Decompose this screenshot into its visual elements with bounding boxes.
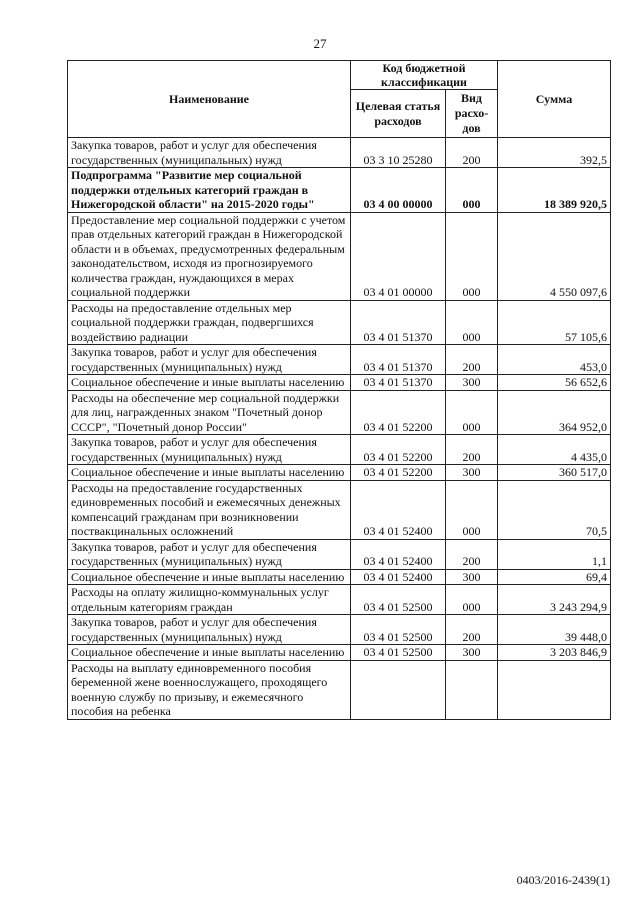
- row-target-code-cell: 03 3 10 25280: [351, 138, 446, 168]
- row-target-code-cell: 03 4 01 52200: [351, 465, 446, 481]
- row-sum-cell: 4 550 097,6: [498, 212, 611, 300]
- row-expense-type-cell: 200: [446, 615, 498, 645]
- row-sum-cell: 70,5: [498, 480, 611, 539]
- row-expense-type-cell: 200: [446, 435, 498, 465]
- table-body: [68, 138, 611, 720]
- row-expense-type-cell: 000: [446, 168, 498, 213]
- row-target-code-cell: 03 4 01 52400: [351, 480, 446, 539]
- row-sum-cell: 56 652,6: [498, 375, 611, 391]
- row-expense-type-cell: 000: [446, 390, 498, 435]
- table-row: [68, 300, 611, 345]
- row-name-cell: Расходы на оплату жилищно-коммунальных услуг отдельным категориям граждан: [68, 585, 351, 615]
- row-sum-cell: 4 435,0: [498, 435, 611, 465]
- budget-table: [67, 60, 611, 720]
- row-name-cell: Закупка товаров, работ и услуг для обеспечения государственных (муниципальных) нужд: [68, 345, 351, 375]
- row-name-cell: Закупка товаров, работ и услуг для обеспечения государственных (муниципальных) нужд: [68, 539, 351, 569]
- row-target-code-cell: 03 4 01 51370: [351, 375, 446, 391]
- row-target-code-cell: 03 4 01 52400: [351, 569, 446, 585]
- header-name: Наименование: [68, 61, 351, 138]
- row-name-cell: Предоставление мер социальной поддержки с учетом прав отдельных категорий граждан в Нижегородской области и в объемах, предусмотренных федеральным законодательством, исходя из прогнозируемого количества граждан, нуждающихся в мерах социальной поддержки: [68, 212, 351, 300]
- row-sum-cell: 3 243 294,9: [498, 585, 611, 615]
- row-expense-type-cell: 000: [446, 480, 498, 539]
- row-name-cell: Расходы на предоставление государственных единовременных пособий и ежемесячных денежных компенсаций гражданам при возникновении поствакцинальных осложнений: [68, 480, 351, 539]
- row-sum-cell: 453,0: [498, 345, 611, 375]
- row-name-cell: Социальное обеспечение и иные выплаты населению: [68, 375, 351, 391]
- table-row: [68, 660, 611, 719]
- table-row: [68, 645, 611, 661]
- row-target-code-cell: 03 4 01 52500: [351, 615, 446, 645]
- row-name-cell: Закупка товаров, работ и услуг для обеспечения государственных (муниципальных) нужд: [68, 138, 351, 168]
- row-expense-type-cell: 200: [446, 345, 498, 375]
- table-row: [68, 539, 611, 569]
- row-target-code-cell: 03 4 01 51370: [351, 300, 446, 345]
- row-expense-type-cell: 200: [446, 138, 498, 168]
- row-target-code-cell: 03 4 01 00000: [351, 212, 446, 300]
- row-expense-type-cell: 300: [446, 569, 498, 585]
- row-sum-cell: 69,4: [498, 569, 611, 585]
- row-sum-cell: 360 517,0: [498, 465, 611, 481]
- row-name-cell: Расходы на обеспечение мер социальной поддержки для лиц, награжденных знаком "Почетный донор СССР", "Почетный донор России": [68, 390, 351, 435]
- row-target-code-cell: [351, 660, 446, 719]
- row-expense-type-cell: 200: [446, 539, 498, 569]
- row-sum-cell: 18 389 920,5: [498, 168, 611, 213]
- row-target-code-cell: 03 4 01 52400: [351, 539, 446, 569]
- row-name-cell: Социальное обеспечение и иные выплаты населению: [68, 569, 351, 585]
- table-row: [68, 435, 611, 465]
- row-sum-cell: 392,5: [498, 138, 611, 168]
- table-row: [68, 375, 611, 391]
- row-expense-type-cell: 000: [446, 585, 498, 615]
- row-sum-cell: [498, 660, 611, 719]
- row-sum-cell: 39 448,0: [498, 615, 611, 645]
- row-name-cell: Расходы на выплату единовременного пособия беременной жене военнослужащего, проходящего военную службу по призыву, и ежемесячного пособия на ребенка: [68, 660, 351, 719]
- row-target-code-cell: 03 4 01 52500: [351, 645, 446, 661]
- row-sum-cell: 57 105,6: [498, 300, 611, 345]
- row-name-cell: Подпрограмма "Развитие мер социальной поддержки отдельных категорий граждан в Нижегородской области" на 2015-2020 годы": [68, 168, 351, 213]
- row-expense-type-cell: 000: [446, 300, 498, 345]
- row-sum-cell: 364 952,0: [498, 390, 611, 435]
- header-target: Целевая статья расходов: [351, 90, 446, 138]
- row-expense-type-cell: [446, 660, 498, 719]
- page-number: 27: [313, 36, 327, 51]
- document-number: 0403/2016-2439(1): [516, 873, 610, 887]
- row-name-cell: Закупка товаров, работ и услуг для обеспечения государственных (муниципальных) нужд: [68, 435, 351, 465]
- row-sum-cell: 1,1: [498, 539, 611, 569]
- row-sum-cell: 3 203 846,9: [498, 645, 611, 661]
- row-name-cell: Расходы на предоставление отдельных мер социальной поддержки граждан, подвергшихся воздействию радиации: [68, 300, 351, 345]
- header-code-group: Код бюджетной классификации: [351, 61, 498, 90]
- header-sum: Сумма: [498, 61, 611, 138]
- table-row: [68, 569, 611, 585]
- row-expense-type-cell: 300: [446, 465, 498, 481]
- table-row: [68, 465, 611, 481]
- table-row: [68, 390, 611, 435]
- row-target-code-cell: 03 4 01 52200: [351, 435, 446, 465]
- table-row: [68, 615, 611, 645]
- row-expense-type-cell: 300: [446, 375, 498, 391]
- row-name-cell: Социальное обеспечение и иные выплаты населению: [68, 645, 351, 661]
- row-target-code-cell: 03 4 01 51370: [351, 345, 446, 375]
- row-name-cell: Социальное обеспечение и иные выплаты населению: [68, 465, 351, 481]
- table-row: [68, 480, 611, 539]
- row-target-code-cell: 03 4 00 00000: [351, 168, 446, 213]
- row-target-code-cell: 03 4 01 52200: [351, 390, 446, 435]
- table-row: [68, 585, 611, 615]
- table-row: [68, 345, 611, 375]
- row-name-cell: Закупка товаров, работ и услуг для обеспечения государственных (муниципальных) нужд: [68, 615, 351, 645]
- row-expense-type-cell: 300: [446, 645, 498, 661]
- row-target-code-cell: 03 4 01 52500: [351, 585, 446, 615]
- header-vid: Вид расхо-дов: [446, 90, 498, 138]
- table-row: [68, 138, 611, 168]
- table-row: [68, 168, 611, 213]
- table-row: [68, 212, 611, 300]
- row-expense-type-cell: 000: [446, 212, 498, 300]
